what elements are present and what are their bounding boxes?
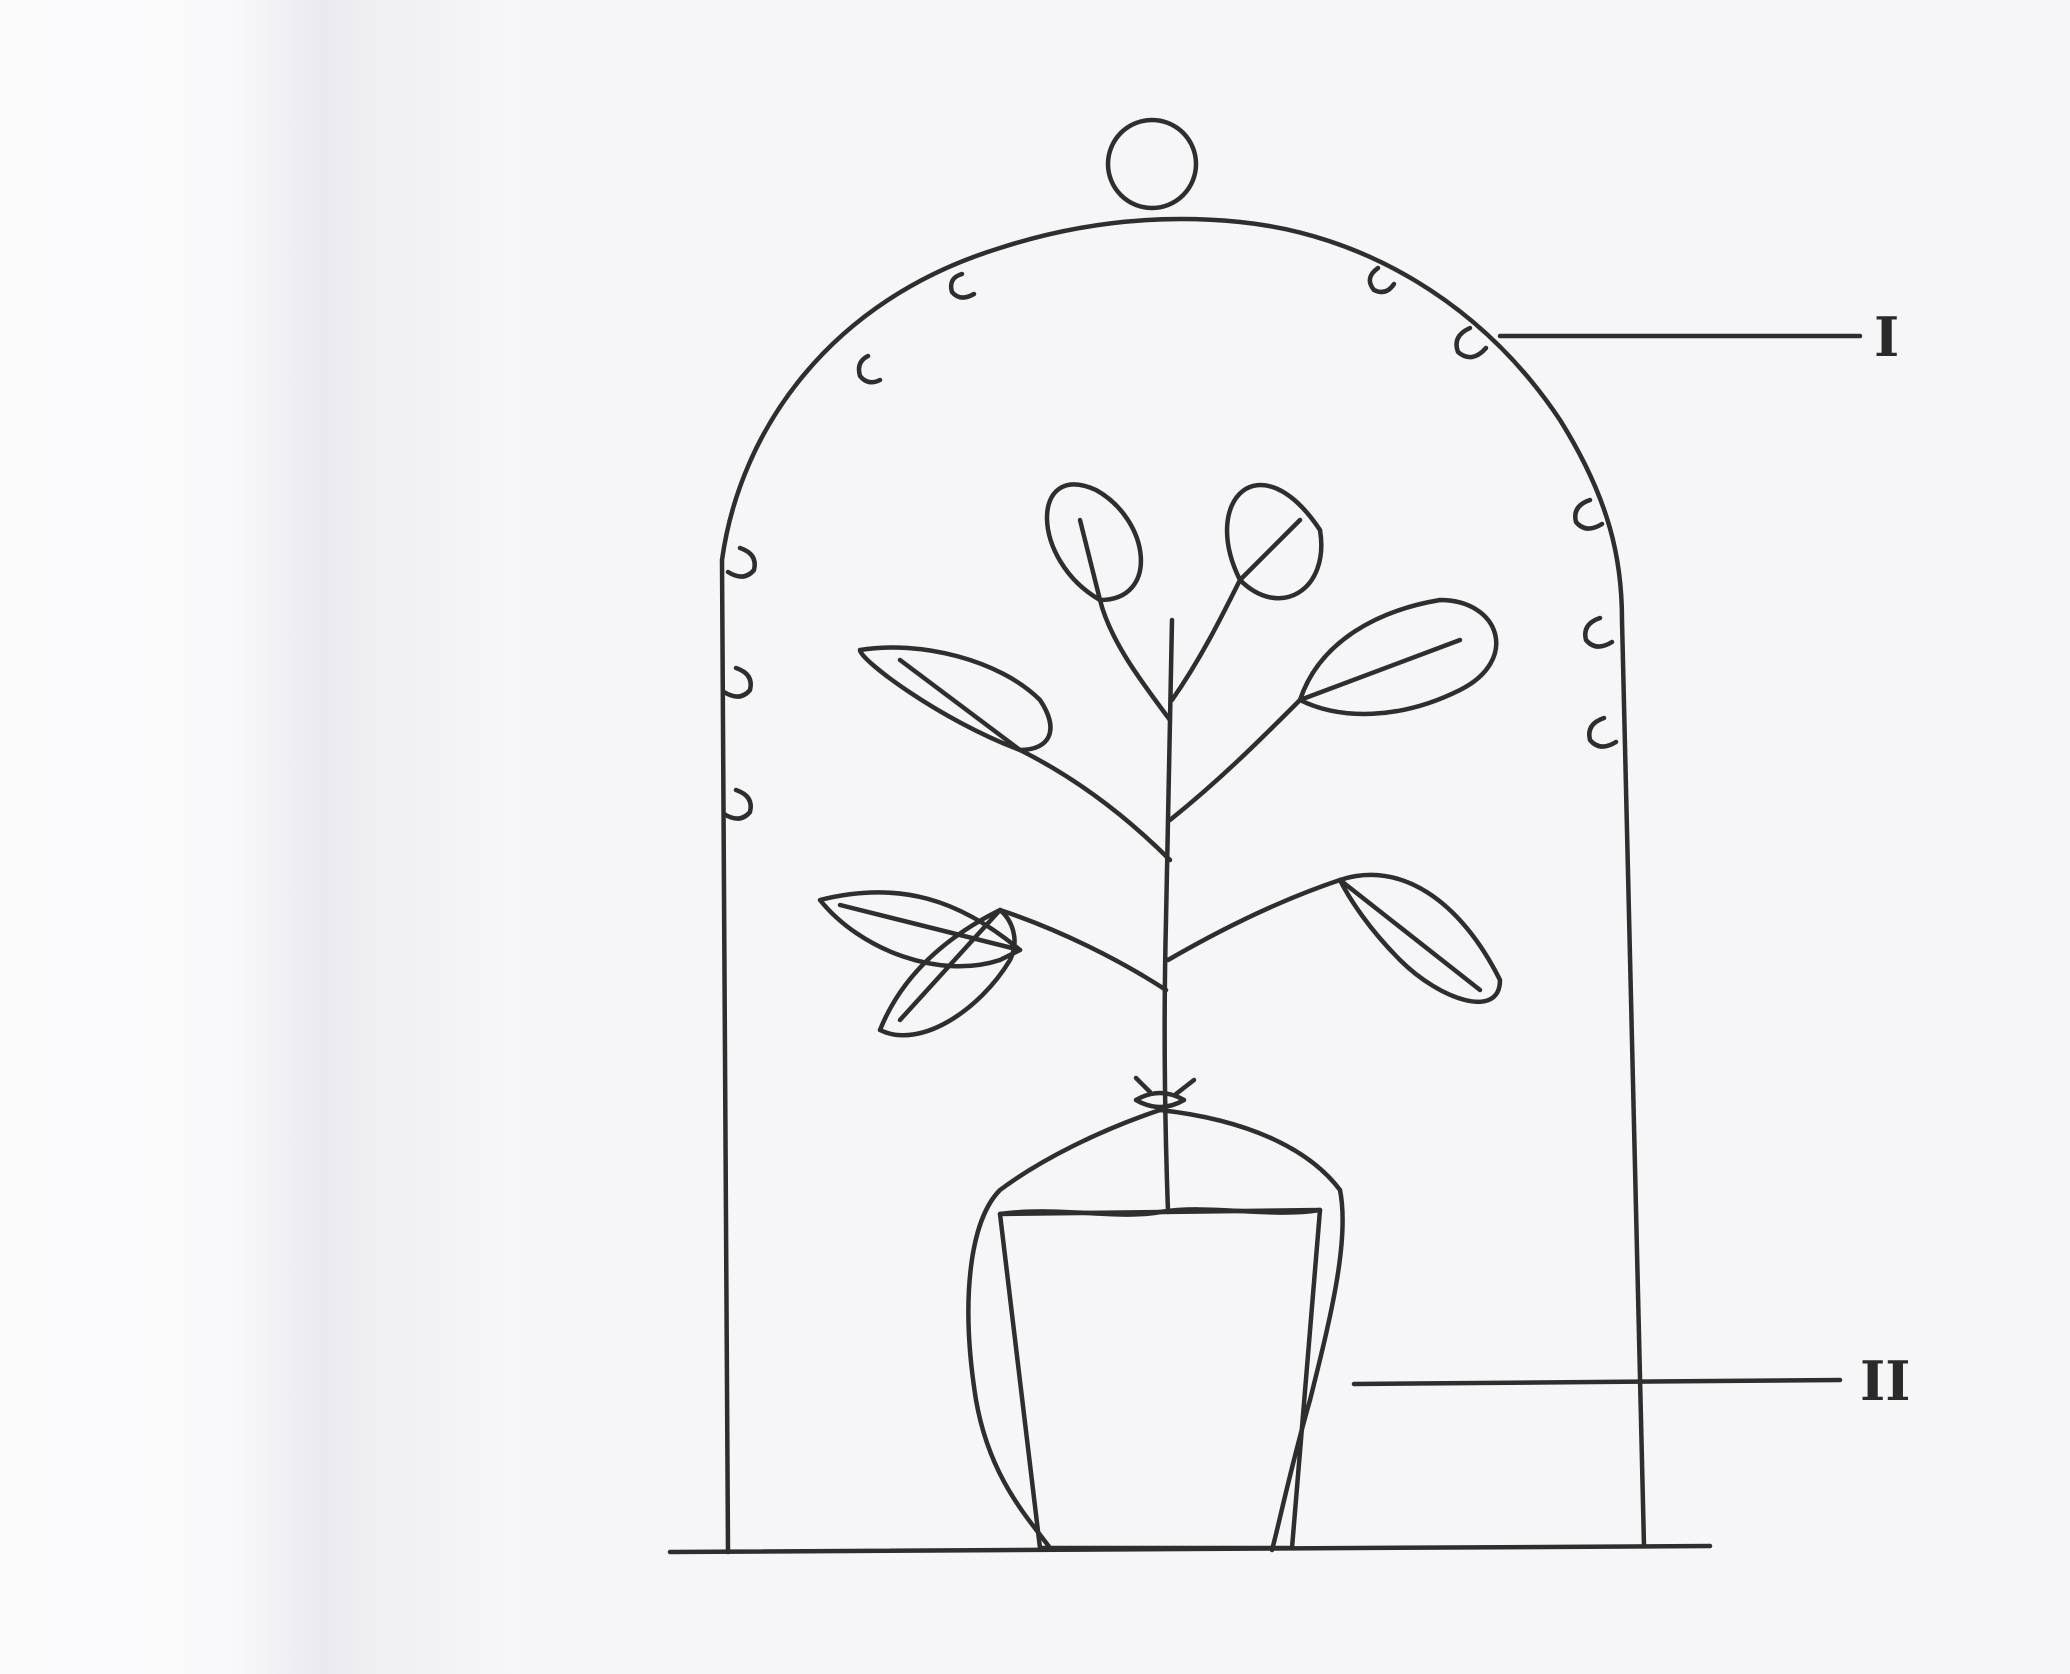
bell-jar [722,219,1644,1552]
plant-stem [1165,620,1172,1212]
plastic-bag [968,1110,1342,1550]
label-two: II [1860,1349,1911,1413]
bell-jar-knob [1108,120,1196,208]
plant-pot [1000,1210,1320,1548]
leader-line-two [1354,1380,1840,1384]
label-one: I [1874,305,1900,369]
leaves [820,484,1500,1035]
